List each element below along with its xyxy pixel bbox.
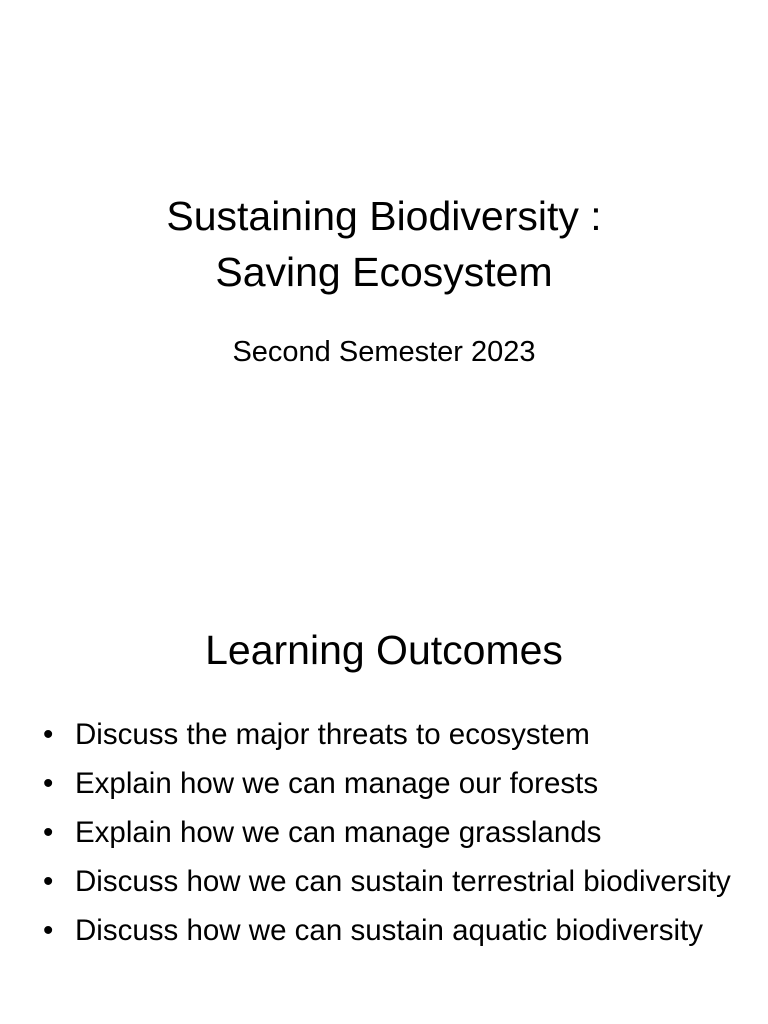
learning-outcomes-slide — [0, 576, 768, 1024]
bullet-item — [40, 812, 740, 853]
bullet-item — [40, 763, 740, 804]
bullet-list — [40, 714, 740, 959]
bullet-icon: • — [43, 914, 54, 947]
bullet-icon: • — [43, 865, 54, 898]
slide-title: Learning Outcomes — [205, 627, 563, 673]
bullet-item — [40, 861, 740, 902]
slide-title-line: Sustaining Biodiversity : — [166, 193, 602, 239]
slide-title — [0, 188, 768, 300]
bullet-text: Explain how we can manage our forests — [75, 767, 599, 800]
bullet-item — [40, 910, 740, 951]
bullet-icon: • — [43, 718, 54, 751]
bullet-text: Explain how we can manage grasslands — [75, 816, 602, 849]
bullet-icon: • — [43, 767, 54, 800]
bullet-text: Discuss how we can sustain terrestrial biodiversity — [75, 865, 731, 898]
bullet-text: Discuss how we can sustain aquatic biodiversity — [75, 914, 703, 947]
bullet-icon: • — [43, 816, 54, 849]
slide-subtitle: Second Semester 2023 — [232, 336, 536, 368]
bullet-item — [40, 714, 740, 755]
slide-title-line: Saving Ecosystem — [215, 249, 553, 295]
bullet-text: Discuss the major threats to ecosystem — [75, 718, 590, 751]
